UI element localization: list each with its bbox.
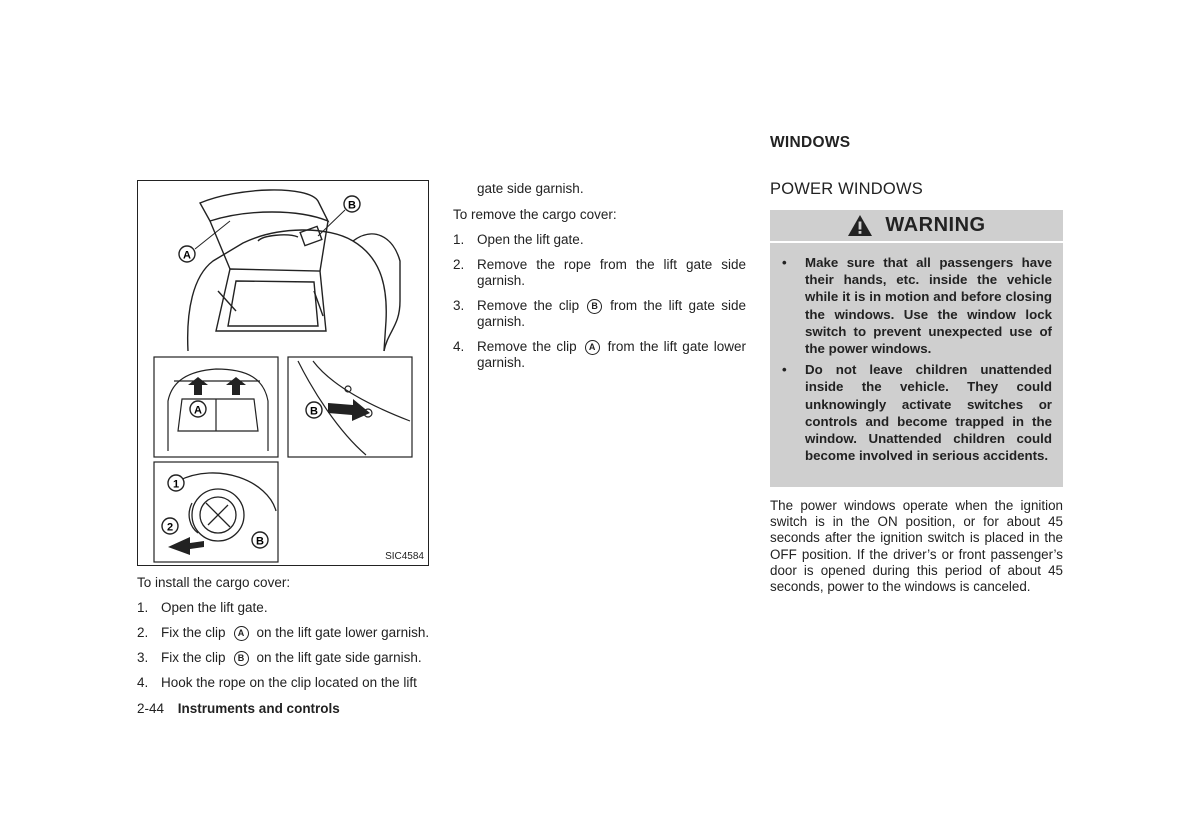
svg-text:B: B (256, 535, 264, 548)
warning-label: WARNING (885, 214, 986, 236)
warning-list (778, 254, 1052, 468)
callout-b-bottom (252, 532, 268, 548)
cargo-cover-illustration (138, 181, 428, 565)
page-number: 2-44 (137, 701, 165, 716)
callout-step2 (162, 518, 178, 534)
section-title: WINDOWS (770, 134, 851, 151)
clip-a-icon: A (585, 340, 600, 355)
page-footer (137, 701, 340, 716)
install-step: 2. Fix the clip A on the lift gate lower garnish. (137, 625, 430, 640)
remove-step: 4. Remove the clip A from the lift gate lower garnish. (453, 339, 746, 370)
remove-step: 2. Remove the rope from the lift gate side garnish. (453, 257, 746, 288)
svg-text:1: 1 (172, 478, 180, 491)
remove-steps (453, 232, 746, 380)
warning-item: • Make sure that all passengers have their hands, etc. inside the vehicle while it is in motion and before closing the windows. Use the window lock switch to prevent unexpected use of the power windows. (782, 255, 1052, 357)
clip-b-icon: B (587, 299, 602, 314)
install-intro: To install the cargo cover: (137, 575, 291, 590)
footer-title: Instruments and controls (177, 701, 340, 716)
remove-step: 1. Open the lift gate. (453, 232, 584, 247)
warning-item: • Do not leave children unattended inside the vehicle. They could unknowingly activate switches or controls and become trapped in the window. Unattended children could become involved in serious accidents. (782, 362, 1052, 464)
install-step: 1. Open the lift gate. (137, 600, 268, 615)
warning-triangle-icon (847, 214, 873, 237)
callout-b-main (318, 196, 360, 236)
clip-a-icon: A (234, 626, 249, 641)
install-step: 4. Hook the rope on the clip located on the lift (137, 675, 417, 690)
svg-text:B: B (310, 405, 318, 418)
callout-step1 (168, 475, 184, 491)
clip-b-icon: B (234, 651, 249, 666)
svg-text:B: B (348, 199, 356, 212)
callout-a-inset (190, 401, 206, 417)
power-windows-description: The power windows operate when the ignition switch is in the ON position, or for about 45 seconds after the ignition switch is placed in the OFF position. If the driver’s or front passenger’s door is opened during this period of about 45 seconds, power to the windows is canceled. (770, 498, 1063, 595)
install-step: 3. Fix the clip B on the lift gate side garnish. (137, 650, 422, 665)
callout-b-inset (306, 402, 322, 418)
remove-intro: To remove the cargo cover: (453, 207, 617, 222)
svg-text:A: A (194, 404, 202, 417)
install-steps (137, 600, 430, 700)
svg-text:2: 2 (166, 521, 174, 534)
remove-step: 3. Remove the clip B from the lift gate side garnish. (453, 298, 746, 329)
install-continuation: gate side garnish. (477, 181, 584, 196)
warning-box (770, 210, 1063, 487)
figure-caption: SIC4584 (385, 551, 424, 562)
cargo-cover-figure (137, 180, 429, 566)
warning-header (770, 210, 1063, 243)
subsection-title: POWER WINDOWS (770, 180, 923, 198)
svg-text:A: A (183, 249, 191, 262)
